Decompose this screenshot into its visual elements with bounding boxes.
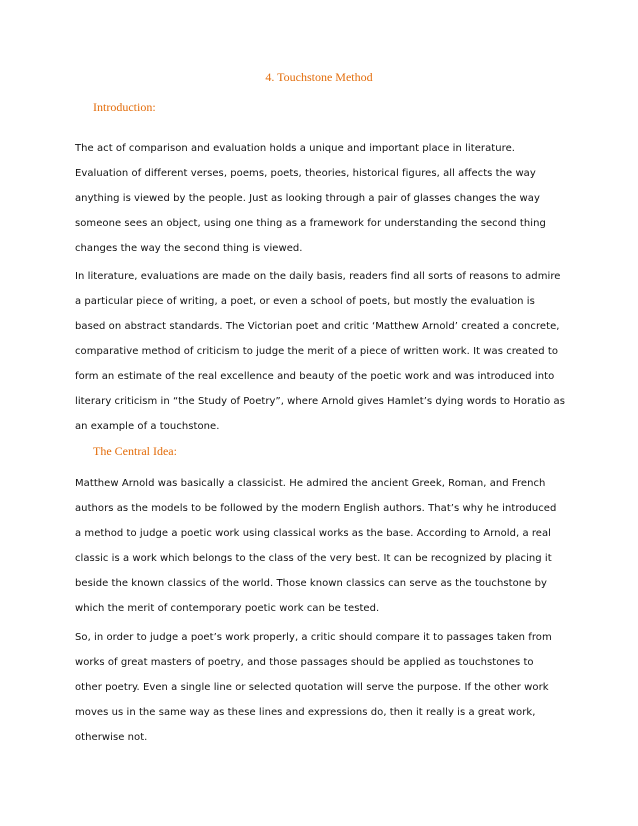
text-line: which the merit of contemporary poetic work can be tested.	[75, 603, 380, 614]
text-line: works of great masters of poetry, and those passages should be applied as touchstones to	[75, 657, 534, 668]
text-line: beside the known classics of the world. Those known classics can serve as the touchstone by	[75, 578, 547, 589]
text-line: a method to judge a poetic work using classical works as the base. According to Arnold, a real	[75, 528, 552, 539]
section-heading-central-idea: The Central Idea:	[93, 444, 177, 458]
text-line: an example of a touchstone.	[75, 421, 220, 432]
text-line: classic is a work which belongs to the class of the very best. It can be recognized by placing it	[75, 553, 552, 564]
text-line: a particular piece of writing, a poet, or even a school of poets, but mostly the evaluation is	[75, 296, 535, 307]
text-line: based on abstract standards. The Victorian poet and critic ‘Matthew Arnold’ created a concrete,	[75, 321, 560, 332]
text-line: Matthew Arnold was basically a classicist. He admired the ancient Greek, Roman, and French	[75, 478, 546, 489]
text-line: changes the way the second thing is viewed.	[75, 243, 303, 254]
text-line: someone sees an object, using one thing as a framework for understanding the second thing	[75, 218, 546, 229]
text-line: The act of comparison and evaluation holds a unique and important place in literature.	[75, 143, 516, 154]
text-line: literary criticism in “the Study of Poetry”, where Arnold gives Hamlet’s dying words to Horatio as	[75, 396, 565, 407]
text-line: moves us in the same way as these lines and expressions do, then it really is a great work,	[75, 707, 536, 718]
paragraph	[75, 625, 575, 750]
text-line: authors as the models to be followed by the modern English authors. That’s why he introduced	[75, 503, 557, 514]
document-title: 4. Touchstone Method	[265, 70, 373, 84]
paragraph	[75, 264, 575, 439]
text-line: comparative method of criticism to judge the merit of a piece of written work. It was created to	[75, 346, 558, 357]
text-line: Evaluation of different verses, poems, poets, theories, historical figures, all affects the way	[75, 168, 536, 179]
text-line: So, in order to judge a poet’s work properly, a critic should compare it to passages taken from	[75, 632, 552, 643]
text-line: anything is viewed by the people. Just as looking through a pair of glasses changes the way	[75, 193, 540, 204]
paragraph	[75, 471, 575, 621]
text-line: form an estimate of the real excellence and beauty of the poetic work and was introduced into	[75, 371, 555, 382]
text-line: otherwise not.	[75, 732, 148, 743]
text-line: In literature, evaluations are made on the daily basis, readers find all sorts of reasons to admire	[75, 271, 561, 282]
paragraph	[75, 136, 575, 261]
section-heading-introduction: Introduction:	[93, 100, 156, 114]
text-line: other poetry. Even a single line or selected quotation will serve the purpose. If the other work	[75, 682, 549, 693]
